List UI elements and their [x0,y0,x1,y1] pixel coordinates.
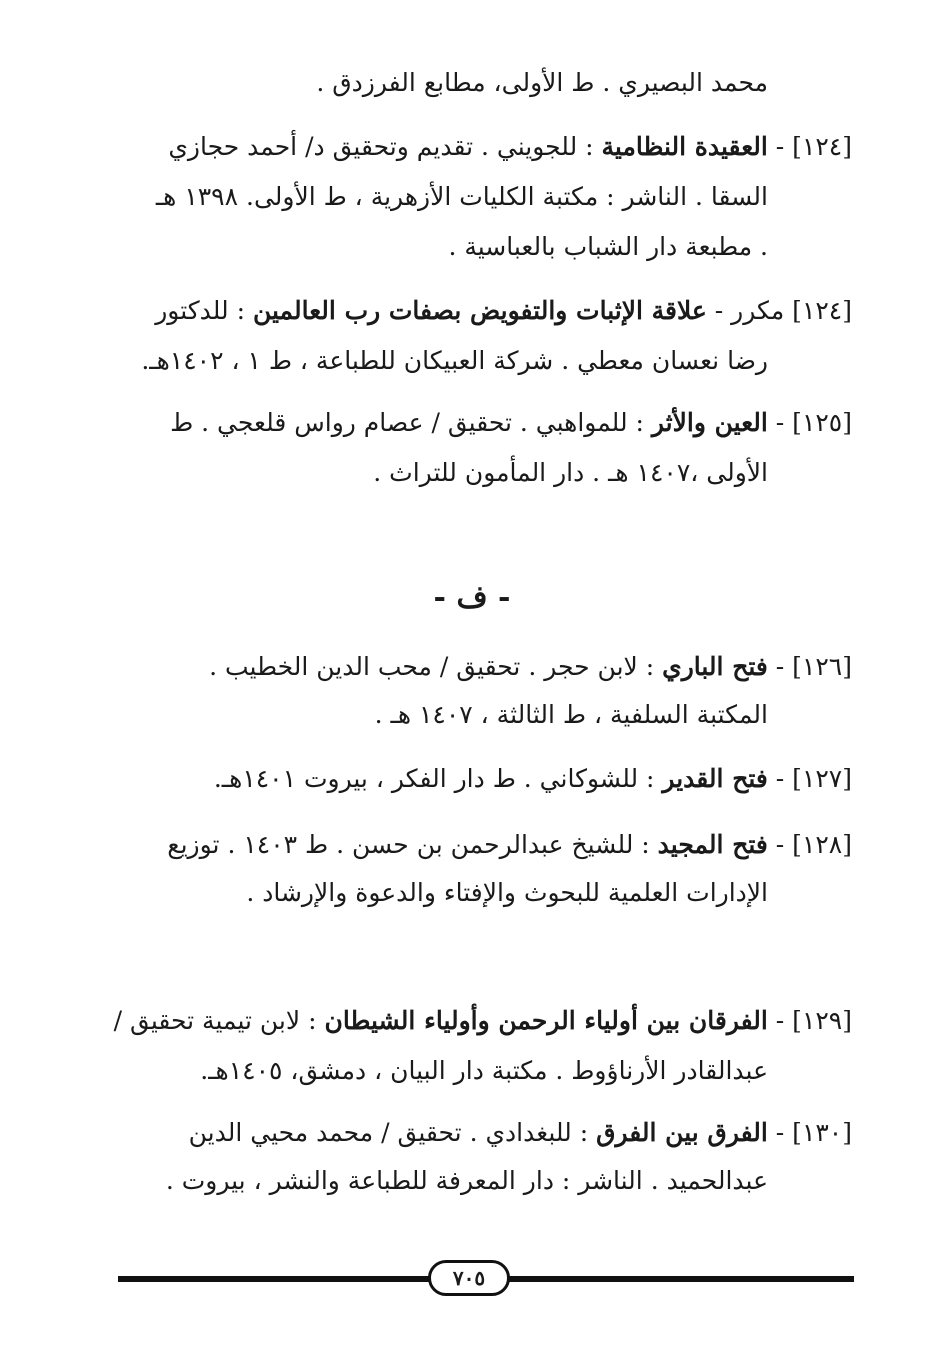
entry-title: الفرقان بين أولياء الرحمن وأولياء الشيطان [324,1006,768,1035]
entry-text: السقا . الناشر : مكتبة الكليات الأزهرية ، ط الأولى. ١٣٩٨ هـ [155,182,768,211]
entry-125 [92,406,852,440]
entry-126 [92,650,852,684]
page-number: ٧٠٥ [428,1260,510,1296]
entry-number: [١٣٠] [792,1118,852,1147]
entry-dash: - [767,408,793,437]
entry-text: عبدالحميد . الناشر : دار المعرفة للطباعة والنشر ، بيروت . [165,1166,768,1195]
entry-dash: - [767,652,793,681]
entry-title: فتح الباري [662,652,768,681]
entry-dash: - [767,1006,793,1035]
entry-title: فتح المجيد [657,830,768,859]
entry-text: رضا نعسان معطي . شركة العبيكان للطباعة ، ط ١ ، ١٤٠٢هـ. [141,346,768,375]
entry-dash: مكرر - [706,296,793,325]
entry-number: [١٢٤] [792,296,852,325]
entry-number: [١٢٤] [792,132,852,161]
entry-dash: - [767,132,793,161]
continuation-line [316,66,768,100]
entry-124 [92,130,852,164]
entry-text: : للمواهبي . تحقيق / عصام رواس قلعجي . ط [170,408,652,437]
entry-text: : لابن تيمية تحقيق / [113,1006,325,1035]
entry-number: [١٢٦] [792,652,852,681]
entry-129-line2 [92,1054,768,1088]
entry-text: المكتبة السلفية ، ط الثالثة ، ١٤٠٧ هـ . [374,700,768,729]
entry-dash: - [767,764,793,793]
entry-124-line2 [92,180,768,214]
entry-number: [١٢٩] [792,1006,852,1035]
entry-number: [١٢٥] [792,408,852,437]
entry-title: علاقة الإثبات والتفويض بصفات رب العالمين [252,296,707,325]
entry-text: : لابن حجر . تحقيق / محب الدين الخطيب . [209,652,663,681]
entry-128-line2 [92,876,768,910]
entry-text: الإدارات العلمية للبحوث والإفتاء والدعوة والإرشاد . [246,878,768,907]
entry-dash: - [767,830,793,859]
continuation-text: محمد البصيري . ط الأولى، مطابع الفرزدق . [316,68,768,97]
entry-125-line2 [92,456,768,490]
entry-number: [١٢٨] [792,830,852,859]
entry-dash: - [767,1118,793,1147]
footer-rule-left [118,1276,430,1282]
entry-127 [92,762,852,796]
entry-text: : للدكتور [155,296,253,325]
entry-title: العين والأثر [651,408,768,437]
entry-title: الفرق بين الفرق [596,1118,768,1147]
entry-text: عبدالقادر الأرناؤوط . مكتبة دار البيان ، دمشق، ١٤٠٥هـ. [200,1056,768,1085]
entry-text: : للجويني . تقديم وتحقيق د/ أحمد حجازي [168,132,602,161]
entry-124-repeat-line2 [92,344,768,378]
entry-text: . مطبعة دار الشباب بالعباسية . [448,232,768,261]
footer-rule-right [508,1276,854,1282]
entry-130-line2 [92,1164,768,1198]
entry-130 [92,1116,852,1150]
entry-129 [92,1004,852,1038]
entry-128 [92,828,852,862]
entry-title: العقيدة النظامية [601,132,768,161]
entry-text: الأولى ،١٤٠٧ هـ . دار المأمون للتراث . [373,458,768,487]
entry-text: : للشيخ عبدالرحمن بن حسن . ط ١٤٠٣ . توزيع [167,830,658,859]
section-heading: - ف - [433,580,511,615]
entry-title: فتح القدير [662,764,768,793]
entry-124-repeat [92,294,852,328]
entry-124-line3 [92,230,768,264]
entry-text: : للبغدادي . تحقيق / محمد محيي الدين [188,1118,597,1147]
entry-text: : للشوكاني . ط دار الفكر ، بيروت ١٤٠١هـ. [213,764,663,793]
entry-number: [١٢٧] [792,764,852,793]
entry-126-line2 [92,698,768,732]
